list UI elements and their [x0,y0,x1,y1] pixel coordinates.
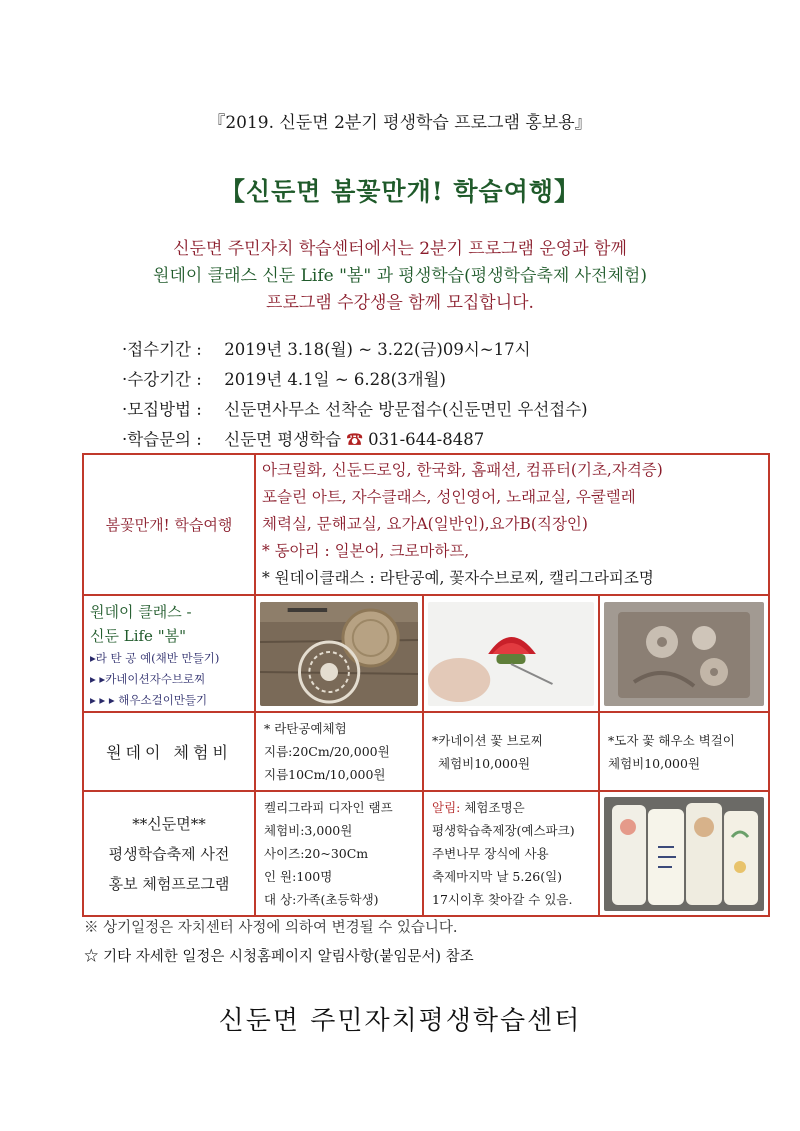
festival-details [255,791,423,916]
info-reception-key: ·접수기간 : [122,340,202,359]
carnation-photo-cell [423,595,599,712]
festival-label-line: **신둔면** [132,814,206,833]
info-reception [122,336,531,360]
rattan-illustration [260,602,418,706]
row1-label: 봄꽃만개! 학습여행 [83,454,255,595]
table-row [83,791,769,916]
oneday-class-cell [83,595,255,712]
oneday-title-1: 원데이 클래스 - [90,603,192,621]
intro-line-2: 원데이 클래스 신둔 Life "봄" 과 평생학습(평생학습축제 사전체험) [153,266,647,286]
intro-line-3: 프로그램 수강생을 함께 모집합니다. [266,293,534,313]
notice-label: 알림: [432,800,461,815]
oneday-item: ▸ ▸카네이션자수브로찌 [90,672,206,686]
lamp-photo [604,797,764,911]
oneday-item: ▸ ▸ ▸ 해우소걸이만들기 [90,693,208,707]
info-contact [122,426,484,450]
info-contact-key: ·학습문의 : [122,430,202,449]
info-course-value: 2019년 4.1일 ~ 6.28(3개월) [224,370,446,389]
detail-line: 체험비:3,000원 [264,823,353,838]
rattan-photo [260,602,418,706]
carnation-brooch-photo [428,602,594,706]
info-method-value: 신둔면사무소 선착순 방문접수(신둔면민 우선접수) [224,400,588,419]
footer-organization: 신둔면 주민자치평생학습센터 [218,1006,582,1036]
phone-icon: ☎ [346,430,363,449]
notice-line [432,796,590,819]
fee-line: 체험비10,000원 [438,755,531,771]
header-tag: 『2019. 신둔면 2분기 평생학습 프로그램 홍보용』 [208,113,592,133]
note-homepage: ☆ 기타 자세한 일정은 시청홈페이지 알림사항(붙임문서) 참조 [84,949,474,965]
detail-line: 사이즈:20~30Cm [264,846,369,861]
info-course [122,366,446,390]
fee-rattan [255,712,423,791]
oneday-item: ▸라 탄 공 예(채반 만들기) [90,651,220,665]
notice-text: 체험조명은 [464,800,525,815]
program-line: 포슬린 아트, 자수클래스, 성인영어, 노래교실, 우쿨렐레 [262,488,636,506]
lamp-photo-cell [599,791,769,916]
ceramic-photo-cell [599,595,769,712]
lamp-illustration [604,797,764,911]
festival-label-line: 홍보 체험프로그램 [108,874,230,893]
program-line: * 동아리 : 일본어, 크로마하프, [262,542,470,560]
notice-line: 주변나무 장식에 사용 [432,846,549,861]
program-line: 아크릴화, 신둔드로잉, 한국화, 홈패션, 컴퓨터(기초,자격증) [262,461,663,479]
info-course-key: ·수강기간 : [122,370,202,389]
festival-notice [423,791,599,916]
festival-label-line: 평생학습축제 사전 [108,844,230,863]
ceramic-illustration [604,602,764,706]
fee-line: 지름:20Cm/20,000원 [264,744,390,759]
fee-line: 지름10Cm/10,000원 [264,767,386,782]
detail-line: 켈리그라피 디자인 램프 [264,800,393,815]
page-title: 【신둔면 봄꽃만개! 학습여행】 [219,177,581,206]
fee-line: * 라탄공예체험 [264,721,347,736]
notice-line: 축제마지막 날 5.26(일) [432,869,563,884]
info-method-key: ·모집방법 : [122,400,202,419]
fee-ceramic [599,712,769,791]
program-line: 체력실, 문해교실, 요가A(일반인),요가B(직장인) [262,515,588,533]
ceramic-hanger-photo [604,602,764,706]
table-row [83,595,769,712]
program-list [255,454,769,595]
intro-line-1: 신둔면 주민자치 학습센터에서는 2분기 프로그램 운영과 함께 [173,239,627,259]
fee-carnation [423,712,599,791]
detail-line: 대 상:가족(초등학생) [264,892,379,907]
info-reception-value: 2019년 3.18(월) ~ 3.22(금)09시~17시 [224,340,531,359]
program-line: * 원데이클래스 : 라탄공예, 꽃자수브로찌, 캘리그라피조명 [262,569,654,587]
info-contact-value: 신둔면 평생학습 [224,430,342,449]
program-table [82,453,770,917]
fee-line: *도자 꽃 해우소 벽걸이 [608,732,735,748]
rattan-photo-cell [255,595,423,712]
info-method [122,396,588,420]
fee-line: 체험비10,000원 [608,755,701,771]
fee-line: *카네이션 꽃 브로찌 [432,732,543,748]
detail-line: 인 원:100명 [264,869,333,884]
table-row [83,712,769,791]
notice-line: 17시이후 찾아갈 수 있음. [432,892,573,907]
oneday-title-2: 신둔 Life "봄" [90,627,186,645]
note-change: ※ 상기일정은 자치센터 사정에 의하여 변경될 수 있습니다. [84,920,458,936]
fee-label: 원데이 체험비 [83,712,255,791]
info-contact-phone: 031-644-8487 [368,430,485,449]
festival-label [83,791,255,916]
table-row [83,454,769,595]
carnation-illustration [428,602,594,706]
notice-line: 평생학습축제장(예스파크) [432,823,575,838]
